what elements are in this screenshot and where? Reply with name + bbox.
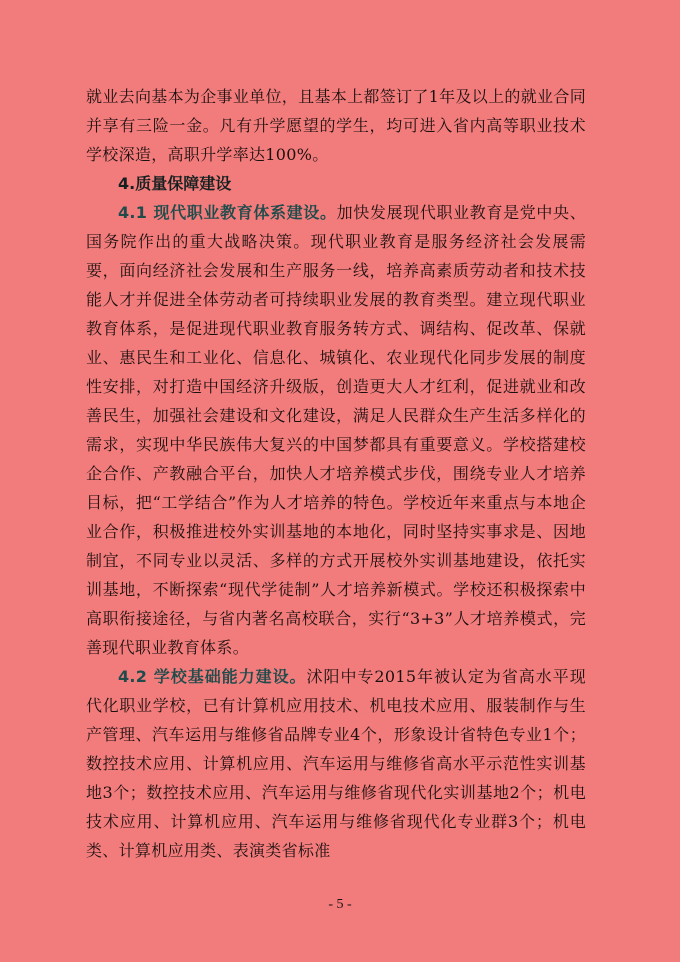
intro-paragraph: 就业去向基本为企事业单位，且基本上都签订了1年及以上的就业合同并享有三险一金。凡有升学愿望的学生，均可进入省内高等职业技术学校深造，高职升学率达100%。 [86,87,586,164]
section-4-2-paragraph [86,662,586,865]
section-4-1-heading: 4.1 现代职业教育体系建设。 [118,203,337,222]
document-page [86,82,586,902]
section-4-1-body: 加快发展现代职业教育是党中央、国务院作出的重大战略决策。现代职业教育是服务经济社会发展需要，面向经济社会发展和生产服务一线，培养高素质劳动者和技术技能人才并促进全体劳动者可持续职业发展的教育类型。建立现代职业教育体系，是促进现代职业教育服务转方式、调结构、促改革、保就业、惠民生和工业化、信息化、城镇化、农业现代化同步发展的制度性安排，对打造中国经济升级版，创造更大人才红利，促进就业和改善民生，加强社会建设和文化建设，满足人民群众生产生活多样化的需求，实现中华民族伟大复兴的中国梦都具有重要意义。学校搭建校企合作、产教融合平台，加快人才培养模式步伐，围绕专业人才培养目标，把“工学结合”作为人才培养的特色。学校近年来重点与本地企业合作，积极推进校外实训基地的本地化，同时坚持实事求是、因地制宜，不同专业以灵活、多样的方式开展校外实训基地建设，依托实训基地，不断探索“现代学徒制”人才培养新模式。学校还积极探索中高职衔接途径，与省内著名高校联合，实行“3+3”人才培养模式，完善现代职业教育体系。 [86,203,586,657]
section-4-2-heading: 4.2 学校基础能力建设。 [118,667,307,686]
section-4-1-paragraph [86,198,586,662]
section-heading: 4.质量保障建设 [118,174,232,193]
page-number: - 5 - [328,897,352,912]
section-4-2-body: 沭阳中专2015年被认定为省高水平现代化职业学校，已有计算机应用技术、机电技术应用、服装制作与生产管理、汽车运用与维修省品牌专业4个，形象设计省特色专业1个；数控技术应用、计算机应用、汽车运用与维修省高水平示范性实训基地3个；数控技术应用、汽车运用与维修省现代化实训基地2个；机电技术应用、计算机应用、汽车运用与维修省现代化专业群3个；机电类、计算机应用类、表演类省标准 [86,667,586,860]
